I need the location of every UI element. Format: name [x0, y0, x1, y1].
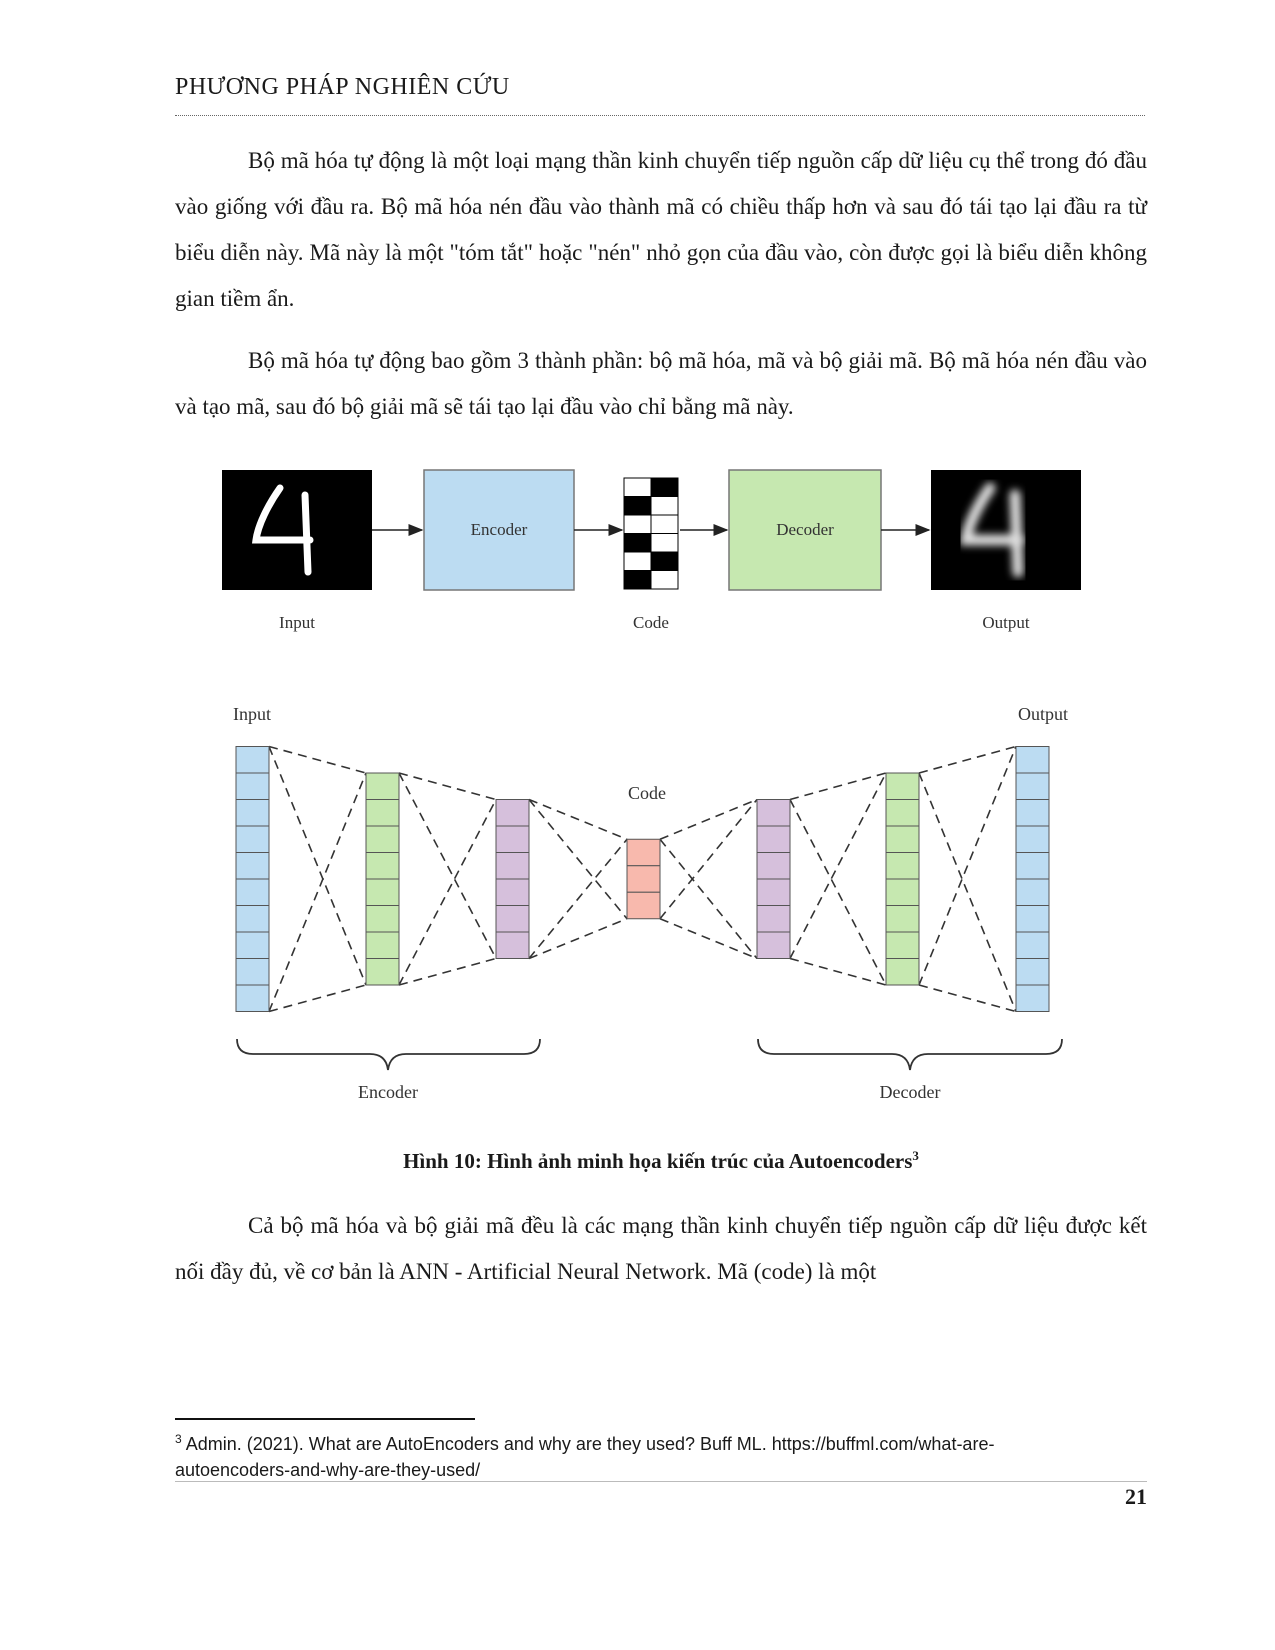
top-diagram — [222, 470, 1081, 632]
top-input-label: Input — [279, 613, 315, 632]
layer-unit — [236, 853, 269, 880]
figure-caption-text: Hình 10: Hình ảnh minh họa kiến trúc của Autoencoders — [403, 1149, 913, 1173]
layer-unit — [366, 879, 399, 906]
layer-unit — [236, 747, 269, 774]
page-header: PHƯƠNG PHÁP NGHIÊN CỨU — [175, 74, 510, 100]
layer-unit — [886, 932, 919, 959]
output-digit-image — [931, 470, 1081, 590]
code-cell — [651, 497, 678, 516]
layer-unit — [496, 853, 529, 880]
code-cell — [624, 534, 651, 553]
connection-line — [399, 800, 496, 986]
encoder-brace — [237, 1039, 540, 1070]
bottom-diagram — [233, 704, 1068, 1102]
connection-line — [269, 747, 366, 986]
layer-unit — [757, 853, 790, 880]
layer-unit — [1016, 747, 1049, 774]
layer-unit — [366, 959, 399, 986]
code-cell — [651, 534, 678, 553]
connection-line — [790, 773, 886, 959]
top-code-label: Code — [633, 613, 669, 632]
layer-unit — [627, 866, 660, 893]
connection-line — [529, 800, 627, 919]
layer-unit — [496, 932, 529, 959]
input-digit-image — [222, 470, 372, 590]
layer-unit — [886, 800, 919, 827]
decoder-brace-label: Decoder — [879, 1082, 941, 1102]
connection-line — [399, 773, 496, 959]
layer-unit — [886, 826, 919, 853]
layer-unit — [236, 932, 269, 959]
layer-unit — [366, 800, 399, 827]
code-grid — [624, 478, 678, 589]
layer-unit — [757, 932, 790, 959]
bottom-output-label: Output — [1017, 704, 1069, 724]
layer-unit — [496, 800, 529, 827]
page-number: 21 — [1125, 1484, 1147, 1509]
connection-line — [919, 747, 1016, 774]
layer-unit — [1016, 906, 1049, 933]
layer-unit — [496, 826, 529, 853]
footer-divider — [175, 1481, 1147, 1482]
footnote-ref: 3 — [175, 1432, 182, 1446]
layer-unit — [366, 773, 399, 800]
layer-unit — [886, 853, 919, 880]
code-cell — [624, 478, 651, 497]
layer-unit — [757, 879, 790, 906]
layer-unit — [886, 959, 919, 986]
layer-unit — [496, 906, 529, 933]
layer-unit — [496, 879, 529, 906]
encoder-box-label: Encoder — [470, 520, 528, 539]
layer-unit — [236, 959, 269, 986]
code-cell — [624, 552, 651, 571]
code-cell — [651, 515, 678, 534]
figure-caption — [175, 1148, 1147, 1174]
code-cell — [624, 497, 651, 516]
connection-line — [790, 773, 886, 800]
layer-unit — [366, 906, 399, 933]
connection-line — [269, 773, 366, 1012]
layer-unit — [366, 826, 399, 853]
layer-unit — [627, 892, 660, 919]
decoder-box-label: Decoder — [776, 520, 834, 539]
connection-line — [529, 919, 627, 959]
layer-unit — [1016, 932, 1049, 959]
layer-unit — [1016, 959, 1049, 986]
top-output-label: Output — [982, 613, 1030, 632]
connection-line — [399, 959, 496, 986]
code-cell — [651, 571, 678, 590]
connection-line — [919, 985, 1016, 1012]
encoder-brace-label: Encoder — [358, 1082, 418, 1102]
connection-line — [660, 800, 757, 840]
layer-unit — [627, 839, 660, 866]
layer-unit — [236, 773, 269, 800]
layer-unit — [1016, 985, 1049, 1012]
footnote-divider — [175, 1418, 475, 1420]
connection-line — [919, 747, 1016, 986]
footnote-line-2[interactable]: autoencoders-and-why-are-they-used/ — [175, 1460, 481, 1480]
footnote — [175, 1426, 1075, 1483]
connection-line — [399, 773, 496, 800]
layer-unit — [1016, 853, 1049, 880]
footnote-line-1: Admin. (2021). What are AutoEncoders and why are they used? Buff ML. https://buffml.com/what-are- — [185, 1434, 995, 1454]
layer-unit — [366, 932, 399, 959]
layer-unit — [236, 826, 269, 853]
layer-unit — [236, 879, 269, 906]
layer-unit — [1016, 879, 1049, 906]
connection-line — [790, 959, 886, 986]
connection-line — [269, 747, 366, 774]
layer-unit — [1016, 826, 1049, 853]
connection-line — [660, 839, 757, 958]
code-cell — [651, 552, 678, 571]
connection-line — [919, 773, 1016, 1012]
layer-unit — [236, 906, 269, 933]
layer-unit — [1016, 800, 1049, 827]
figure-caption-ref: 3 — [912, 1148, 919, 1163]
layer-unit — [886, 906, 919, 933]
code-cell — [624, 515, 651, 534]
layer-unit — [886, 879, 919, 906]
layer-unit — [236, 985, 269, 1012]
connection-line — [529, 800, 627, 840]
bottom-code-label: Code — [628, 783, 666, 803]
paragraph-components: Bộ mã hóa tự động bao gồm 3 thành phần: bộ mã hóa, mã và bộ giải mã. Bộ mã hóa nén đầu vào và tạo mã, sau đó bộ giải mã sẽ tái tạo lại đầu vào chỉ bằng mã này. — [175, 348, 1147, 419]
bottom-input-label: Input — [233, 704, 271, 724]
layer-unit — [236, 800, 269, 827]
layer-unit — [757, 800, 790, 827]
layer-unit — [886, 773, 919, 800]
code-cell — [624, 571, 651, 590]
layer-unit — [757, 906, 790, 933]
paragraph-intro: Bộ mã hóa tự động là một loại mạng thần kinh chuyển tiếp nguồn cấp dữ liệu cụ thể trong đó đầu vào giống với đầu ra. Bộ mã hóa nén đầu vào thành mã có chiều thấp hơn và sau đó tái tạo lại đầu ra từ biểu diễn này. Mã này là một "tóm tắt" hoặc "nén" nhỏ gọn của đầu vào, còn được gọi là biểu diễn không gian tiềm ẩn. — [175, 148, 1147, 311]
connection-line — [790, 800, 886, 986]
connection-line — [660, 919, 757, 959]
code-cell — [651, 478, 678, 497]
paragraph-ann: Cả bộ mã hóa và bộ giải mã đều là các mạng thần kinh chuyển tiếp nguồn cấp dữ liệu được kết nối đầy đủ, về cơ bản là ANN - Artificial Neural Network. Mã (code) là một — [175, 1213, 1147, 1284]
connection-line — [529, 839, 627, 958]
layer-unit — [1016, 773, 1049, 800]
connection-line — [269, 985, 366, 1012]
layer-unit — [366, 853, 399, 880]
connection-line — [660, 800, 757, 919]
decoder-brace — [758, 1039, 1062, 1070]
layer-unit — [757, 826, 790, 853]
